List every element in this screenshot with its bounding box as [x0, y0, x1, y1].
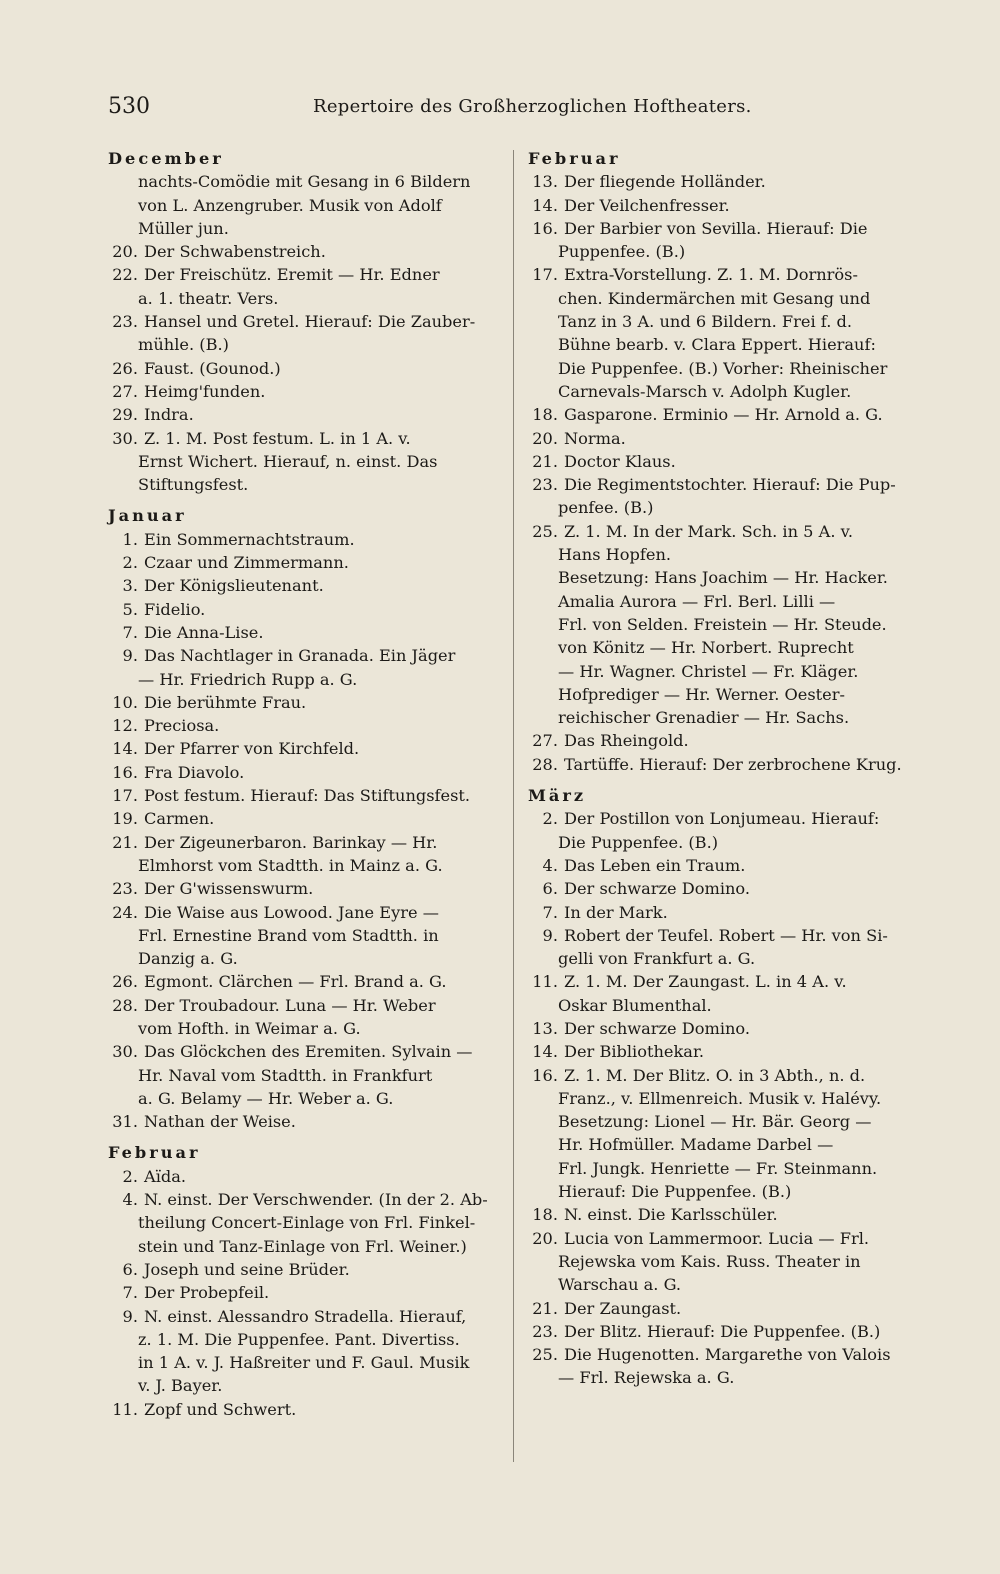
date-number: 20. [532, 428, 558, 448]
left-column [108, 147, 503, 1421]
right-column [528, 147, 930, 1390]
repertoire-line [528, 831, 930, 854]
repertoire-line [528, 1273, 930, 1296]
date-number: 12. [112, 716, 138, 736]
entry-text: Hr. Hofmüller. Madame Darbel — [558, 1135, 834, 1155]
entry-text: — Frl. Rejewska a. G. [558, 1368, 735, 1388]
date-number: 20. [532, 1228, 558, 1248]
column-divider [513, 150, 514, 1462]
entry-text: Z. 1. M. In der Mark. Sch. in 5 A. v. [564, 521, 853, 541]
entry-text: In der Mark. [564, 902, 668, 922]
date-number: 20. [112, 242, 138, 262]
entry-text: Z. 1. M. Der Blitz. O. in 3 Abth., n. d. [564, 1065, 866, 1085]
repertoire-line [108, 1064, 503, 1087]
date-number: 11. [112, 1399, 138, 1419]
date-number: 27. [112, 381, 138, 401]
entry-text: N. einst. Alessandro Stradella. Hierauf, [144, 1306, 467, 1326]
entry-text: mühle. (B.) [138, 335, 229, 355]
repertoire-line [528, 901, 930, 924]
repertoire-line [108, 528, 503, 551]
entry-text: Die Puppenfee. (B.) [558, 832, 719, 852]
entry-text: N. einst. Der Verschwender. (In der 2. Ab- [144, 1190, 488, 1210]
entry-text: theilung Concert-Einlage von Frl. Finkel- [138, 1213, 476, 1233]
date-number: 27. [532, 731, 558, 751]
repertoire-line [108, 1211, 503, 1234]
date-number: 28. [112, 995, 138, 1015]
repertoire-line [108, 1305, 503, 1328]
repertoire-line [528, 947, 930, 970]
repertoire-line [108, 473, 503, 496]
date-number: 25. [532, 1345, 558, 1365]
repertoire-line [528, 1297, 930, 1320]
month-heading: Februar [528, 149, 621, 168]
repertoire-line [528, 543, 930, 566]
entry-text: Hans Hopfen. [558, 545, 672, 565]
entry-text: Joseph und seine Brüder. [144, 1259, 350, 1279]
repertoire-line [108, 1281, 503, 1304]
month-heading: Januar [108, 506, 187, 526]
repertoire-line [108, 854, 503, 877]
entry-text: Amalia Aurora — Frl. Berl. Lilli — [558, 591, 836, 611]
date-number: 16. [532, 218, 558, 238]
date-number: 1. [122, 529, 138, 549]
repertoire-line [108, 1110, 503, 1133]
date-number: 16. [532, 1065, 558, 1085]
entry-text: Rejewska vom Kais. Russ. Theater in [558, 1251, 861, 1271]
date-number: 2. [122, 553, 138, 573]
repertoire-line [528, 1017, 930, 1040]
entry-text: Die Anna-Lise. [144, 622, 264, 642]
repertoire-line [108, 357, 503, 380]
entry-text: Das Glöckchen des Eremiten. Sylvain — [144, 1042, 473, 1062]
repertoire-line [528, 1157, 930, 1180]
entry-text: Ein Sommernachtstraum. [144, 529, 355, 549]
repertoire-line [528, 333, 930, 356]
repertoire-line [108, 1040, 503, 1063]
date-number: 9. [542, 925, 558, 945]
entry-text: Norma. [564, 428, 626, 448]
repertoire-line [108, 761, 503, 784]
entry-text: Egmont. Clärchen — Frl. Brand a. G. [144, 972, 447, 992]
date-number: 14. [112, 739, 138, 759]
entry-text: Die Waise aus Lowood. Jane Eyre — [144, 902, 439, 922]
date-number: 13. [532, 172, 558, 192]
repertoire-line [108, 807, 503, 830]
entry-text: Czaar und Zimmermann. [144, 553, 349, 573]
entry-text: a. G. Belamy — Hr. Weber a. G. [138, 1088, 394, 1108]
repertoire-line [528, 1133, 930, 1156]
entry-text: Frl. Ernestine Brand vom Stadtth. in [138, 925, 439, 945]
page-number: 530 [108, 94, 150, 119]
entry-text: — Hr. Friedrich Rupp a. G. [138, 669, 358, 689]
repertoire-line [528, 217, 930, 240]
date-number: 7. [542, 902, 558, 922]
entry-text: Das Nachtlager in Granada. Ein Jäger [144, 646, 456, 666]
repertoire-line [528, 403, 930, 426]
entry-text: Die Hugenotten. Margarethe von Valois [564, 1345, 891, 1365]
repertoire-line [528, 729, 930, 752]
repertoire-line [108, 380, 503, 403]
repertoire-line [528, 1180, 930, 1203]
page-header [108, 88, 936, 132]
repertoire-line [528, 1087, 930, 1110]
repertoire-line [528, 170, 930, 193]
repertoire-line [108, 901, 503, 924]
date-number: 18. [532, 1205, 558, 1225]
repertoire-line [528, 706, 930, 729]
repertoire-line [528, 970, 930, 993]
entry-text: Lucia von Lammermoor. Lucia — Frl. [564, 1228, 870, 1248]
entry-text: Der Barbier von Sevilla. Hierauf: Die [564, 218, 868, 238]
repertoire-line [108, 263, 503, 286]
entry-text: vom Hofth. in Weimar a. G. [138, 1018, 361, 1038]
entry-text: Der Königslieutenant. [144, 576, 324, 596]
entry-text: a. 1. theatr. Vers. [138, 288, 279, 308]
entry-text: von Könitz — Hr. Norbert. Ruprecht [558, 638, 854, 658]
repertoire-line [528, 380, 930, 403]
entry-text: von L. Anzengruber. Musik von Adolf [138, 195, 442, 215]
entry-text: Preciosa. [144, 716, 220, 736]
date-number: 21. [532, 1298, 558, 1318]
repertoire-line [108, 598, 503, 621]
date-number: 2. [542, 809, 558, 829]
entry-text: Carnevals-Marsch v. Adolph Kugler. [558, 381, 852, 401]
repertoire-line [528, 450, 930, 473]
entry-text: — Hr. Wagner. Christel — Fr. Kläger. [558, 661, 859, 681]
repertoire-line [528, 807, 930, 830]
date-number: 9. [122, 646, 138, 666]
date-number: 21. [112, 832, 138, 852]
entry-text: Frl. von Selden. Freistein — Hr. Steude. [558, 614, 887, 634]
date-number: 25. [532, 521, 558, 541]
date-number: 24. [112, 902, 138, 922]
entry-text: Müller jun. [138, 218, 229, 238]
month-heading: Februar [108, 1143, 201, 1163]
entry-text: Der Schwabenstreich. [144, 242, 326, 262]
entry-text: nachts-Comödie mit Gesang in 6 Bildern [138, 172, 471, 192]
entry-text: Zopf und Schwert. [144, 1399, 297, 1419]
repertoire-line [528, 566, 930, 589]
entry-text: Warschau a. G. [558, 1275, 682, 1295]
repertoire-line [528, 1110, 930, 1133]
repertoire-line [528, 854, 930, 877]
repertoire-line [528, 520, 930, 543]
repertoire-line [528, 877, 930, 900]
repertoire-line [108, 551, 503, 574]
repertoire-line [108, 427, 503, 450]
repertoire-line [108, 1165, 503, 1188]
repertoire-line [528, 1343, 930, 1366]
entry-text: Die Puppenfee. (B.) Vorher: Rheinischer [558, 358, 888, 378]
entry-text: Der Zigeunerbaron. Barinkay — Hr. [144, 832, 438, 852]
date-number: 30. [112, 428, 138, 448]
entry-text: Faust. (Gounod.) [144, 358, 281, 378]
date-number: 5. [122, 599, 138, 619]
repertoire-line [528, 660, 930, 683]
date-number: 19. [112, 809, 138, 829]
entry-text: Extra-Vorstellung. Z. 1. M. Dornrös- [564, 265, 858, 285]
entry-text: Hansel und Gretel. Hierauf: Die Zauber- [144, 312, 476, 332]
entry-text: Hierauf: Die Puppenfee. (B.) [558, 1182, 792, 1202]
repertoire-line [108, 1087, 503, 1110]
date-number: 4. [542, 855, 558, 875]
repertoire-line [108, 668, 503, 691]
repertoire-line [108, 1235, 503, 1258]
entry-text: Franz., v. Ellmenreich. Musik v. Halévy. [558, 1088, 882, 1108]
repertoire-line [108, 970, 503, 993]
entry-text: Der schwarze Domino. [564, 1018, 751, 1038]
repertoire-line [108, 714, 503, 737]
repertoire-line [108, 170, 503, 193]
date-number: 7. [122, 622, 138, 642]
entry-text: Besetzung: Hans Joachim — Hr. Hacker. [558, 568, 888, 588]
repertoire-line [528, 590, 930, 613]
entry-text: Fra Diavolo. [144, 762, 245, 782]
entry-text: Der Troubadour. Luna — Hr. Weber [144, 995, 436, 1015]
entry-text: penfee. (B.) [558, 498, 654, 518]
repertoire-line [528, 1040, 930, 1063]
date-number: 9. [122, 1306, 138, 1326]
date-number: 14. [532, 1042, 558, 1062]
repertoire-line [528, 613, 930, 636]
repertoire-line [108, 831, 503, 854]
entry-text: Nathan der Weise. [144, 1112, 296, 1132]
repertoire-line [528, 496, 930, 519]
repertoire-line [108, 924, 503, 947]
entry-text: Aïda. [144, 1166, 187, 1186]
date-number: 26. [112, 358, 138, 378]
repertoire-line [108, 287, 503, 310]
date-number: 11. [532, 972, 558, 992]
repertoire-line [108, 1188, 503, 1211]
repertoire-line [108, 644, 503, 667]
date-number: 17. [532, 265, 558, 285]
repertoire-line [528, 287, 930, 310]
date-number: 23. [532, 1321, 558, 1341]
entry-text: Doctor Klaus. [564, 451, 676, 471]
date-number: 6. [542, 879, 558, 899]
date-number: 17. [112, 786, 138, 806]
date-number: 28. [532, 754, 558, 774]
repertoire-line [528, 924, 930, 947]
entry-text: Ernst Wichert. Hierauf, n. einst. Das [138, 451, 438, 471]
repertoire-line [108, 1398, 503, 1421]
entry-text: Gasparone. Erminio — Hr. Arnold a. G. [564, 405, 883, 425]
repertoire-line [108, 691, 503, 714]
date-number: 7. [122, 1283, 138, 1303]
entry-text: N. einst. Die Karlsschüler. [564, 1205, 778, 1225]
entry-text: Post festum. Hierauf: Das Stiftungsfest. [144, 786, 471, 806]
entry-text: Robert der Teufel. Robert — Hr. von Si- [564, 925, 888, 945]
entry-text: Das Rheingold. [564, 731, 689, 751]
repertoire-line [108, 217, 503, 240]
repertoire-line [528, 1320, 930, 1343]
entry-text: Tartüffe. Hierauf: Der zerbrochene Krug. [564, 754, 902, 774]
entry-text: Der schwarze Domino. [564, 879, 751, 899]
repertoire-line [528, 263, 930, 286]
entry-text: z. 1. M. Die Puppenfee. Pant. Divertiss. [138, 1329, 460, 1349]
repertoire-line [108, 1328, 503, 1351]
repertoire-line [108, 1374, 503, 1397]
entry-text: v. J. Bayer. [138, 1376, 223, 1396]
entry-text: Heimg'funden. [144, 381, 266, 401]
date-number: 18. [532, 405, 558, 425]
date-number: 30. [112, 1042, 138, 1062]
entry-text: Carmen. [144, 809, 215, 829]
repertoire-line [528, 194, 930, 217]
date-number: 29. [112, 405, 138, 425]
repertoire-line [108, 1258, 503, 1281]
date-number: 3. [122, 576, 138, 596]
repertoire-line [528, 357, 930, 380]
date-number: 6. [122, 1259, 138, 1279]
repertoire-line [108, 621, 503, 644]
entry-text: Die Regimentstochter. Hierauf: Die Pup- [564, 475, 896, 495]
entry-text: Oskar Blumenthal. [558, 995, 712, 1015]
repertoire-line [528, 310, 930, 333]
month-heading: December [108, 149, 224, 168]
entry-text: Der Bibliothekar. [564, 1042, 705, 1062]
entry-text: Tanz in 3 A. und 6 Bildern. Frei f. d. [558, 312, 852, 332]
entry-text: gelli von Frankfurt a. G. [558, 949, 756, 969]
repertoire-line [108, 450, 503, 473]
repertoire-line [108, 877, 503, 900]
repertoire-line [528, 1064, 930, 1087]
repertoire-line [108, 1017, 503, 1040]
entry-text: Frl. Jungk. Henriette — Fr. Steinmann. [558, 1158, 878, 1178]
repertoire-line [528, 1227, 930, 1250]
repertoire-line [108, 333, 503, 356]
date-number: 23. [532, 475, 558, 495]
entry-text: stein und Tanz-Einlage von Frl. Weiner.) [138, 1236, 467, 1256]
repertoire-line [528, 636, 930, 659]
entry-text: in 1 A. v. J. Haßreiter und F. Gaul. Musik [138, 1353, 470, 1373]
repertoire-line [528, 1250, 930, 1273]
repertoire-line [108, 310, 503, 333]
repertoire-line [528, 240, 930, 263]
date-number: 23. [112, 879, 138, 899]
date-number: 14. [532, 195, 558, 215]
entry-text: reichischer Grenadier — Hr. Sachs. [558, 708, 850, 728]
repertoire-line [108, 194, 503, 217]
entry-text: Besetzung: Lionel — Hr. Bär. Georg — [558, 1112, 872, 1132]
repertoire-line [108, 240, 503, 263]
repertoire-line [528, 1203, 930, 1226]
entry-text: Bühne bearb. v. Clara Eppert. Hierauf: [558, 335, 876, 355]
entry-text: Stiftungsfest. [138, 475, 249, 495]
entry-text: Der Freischütz. Eremit — Hr. Edner [144, 265, 440, 285]
repertoire-line [108, 947, 503, 970]
running-title: Repertoire des Großherzoglichen Hoftheaters. [313, 96, 752, 117]
date-number: 31. [112, 1112, 138, 1132]
repertoire-line [108, 737, 503, 760]
repertoire-line [108, 1351, 503, 1374]
entry-text: Der Probepfeil. [144, 1283, 270, 1303]
date-number: 22. [112, 265, 138, 285]
entry-text: Z. 1. M. Post festum. L. in 1 A. v. [144, 428, 411, 448]
entry-text: chen. Kindermärchen mit Gesang und [558, 288, 871, 308]
repertoire-line [108, 574, 503, 597]
entry-text: Z. 1. M. Der Zaungast. L. in 4 A. v. [564, 972, 847, 992]
entry-text: Der G'wissenswurm. [144, 879, 314, 899]
repertoire-line [528, 473, 930, 496]
entry-text: Der Pfarrer von Kirchfeld. [144, 739, 360, 759]
entry-text: Indra. [144, 405, 194, 425]
repertoire-line [528, 994, 930, 1017]
repertoire-line [108, 994, 503, 1017]
entry-text: Fidelio. [144, 599, 206, 619]
date-number: 23. [112, 312, 138, 332]
date-number: 16. [112, 762, 138, 782]
date-number: 2. [122, 1166, 138, 1186]
entry-text: Das Leben ein Traum. [564, 855, 746, 875]
entry-text: Puppenfee. (B.) [558, 242, 686, 262]
repertoire-line [108, 403, 503, 426]
repertoire-line [528, 1366, 930, 1389]
month-heading: März [528, 786, 587, 806]
entry-text: Der Zaungast. [564, 1298, 682, 1318]
entry-text: Die berühmte Frau. [144, 692, 307, 712]
repertoire-line [528, 753, 930, 776]
date-number: 10. [112, 692, 138, 712]
entry-text: Hofprediger — Hr. Werner. Oester- [558, 684, 845, 704]
entry-text: Elmhorst vom Stadtth. in Mainz a. G. [138, 855, 443, 875]
repertoire-line [528, 683, 930, 706]
repertoire-line [528, 427, 930, 450]
entry-text: Der Veilchenfresser. [564, 195, 730, 215]
date-number: 26. [112, 972, 138, 992]
entry-text: Danzig a. G. [138, 949, 238, 969]
entry-text: Hr. Naval vom Stadtth. in Frankfurt [138, 1065, 433, 1085]
entry-text: Der Blitz. Hierauf: Die Puppenfee. (B.) [564, 1321, 881, 1341]
entry-text: Der Postillon von Lonjumeau. Hierauf: [564, 809, 880, 829]
date-number: 21. [532, 451, 558, 471]
date-number: 13. [532, 1018, 558, 1038]
date-number: 4. [122, 1190, 138, 1210]
entry-text: Der fliegende Holländer. [564, 172, 766, 192]
repertoire-line [108, 784, 503, 807]
